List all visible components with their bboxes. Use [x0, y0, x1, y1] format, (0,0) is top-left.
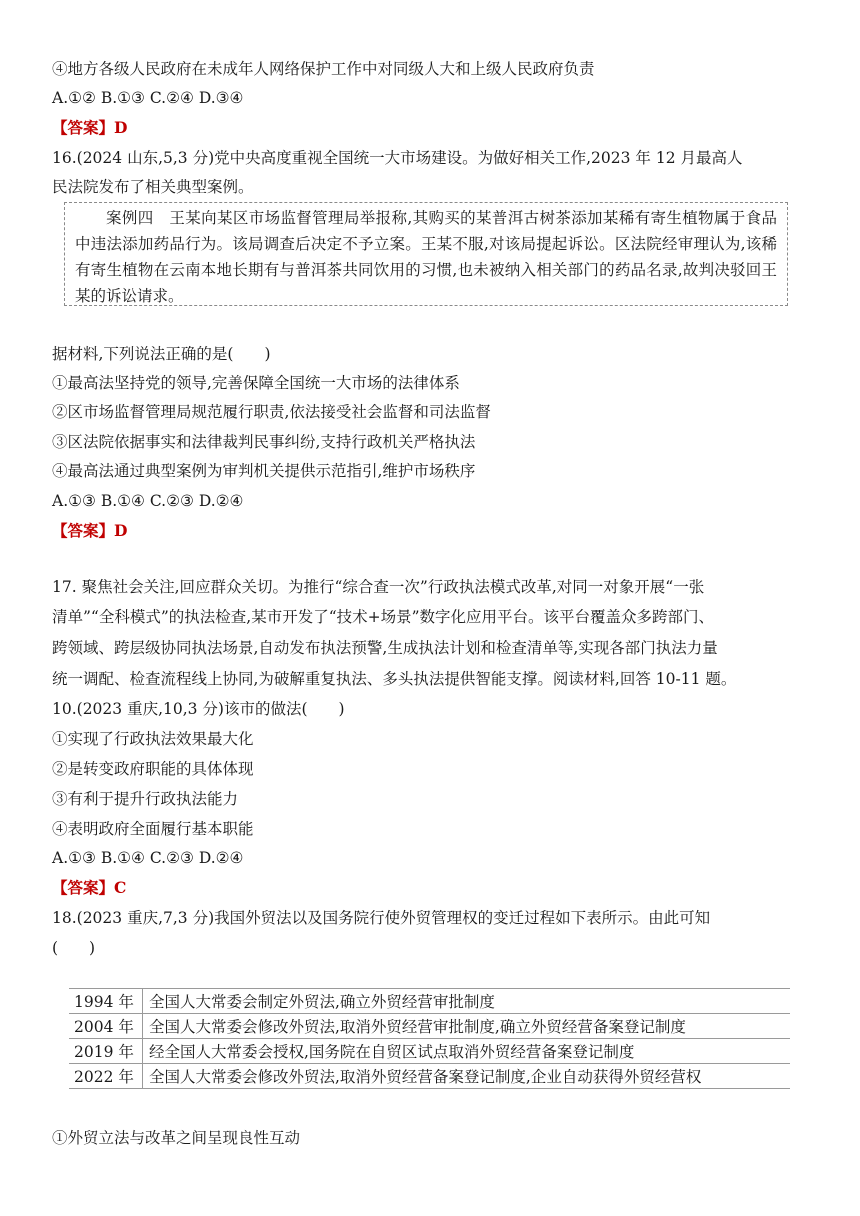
table-row: [69, 1064, 790, 1089]
q15-answer: 【答案】D: [52, 118, 128, 137]
q16-answer: 【答案】D: [52, 521, 128, 540]
table-year: 2019 年: [69, 1039, 143, 1064]
q16-choices: A.①③ B.①④ C.②③ D.②④: [52, 492, 244, 510]
table-row: [69, 989, 790, 1014]
case-text: 案例四 王某向某区市场监督管理局举报称,其购买的某普洱古树茶添加某稀有寄生植物属于食品中违法添加药品行为。该局调查后决定不予立案。王某不服,对该局提起诉讼。区法院经审理认为,该稀有寄生植物在云南本地长期有与普洱茶共同饮用的习惯,也未被纳入相关部门的药品名录,故判决驳回王某的诉讼请求。: [75, 209, 777, 305]
table-text: 经全国人大常委会授权,国务院在自贸区试点取消外贸经营备案登记制度: [143, 1039, 791, 1064]
q17-sub-stem: 10.(2023 重庆,10,3 分)该市的做法( ): [52, 700, 345, 718]
q16-question: 据材料,下列说法正确的是( ): [52, 345, 271, 363]
q18-stem-line1: 18.(2023 重庆,7,3 分)我国外贸法以及国务院行使外贸管理权的变迁过程如下表所示。由此可知: [52, 909, 711, 927]
q17-material-line2: 清单”“全科模式”的执法检查,某市开发了“技术+场景”数字化应用平台。该平台覆盖众多跨部门、: [52, 608, 715, 626]
q16-option-4: ④最高法通过典型案例为审判机关提供示范指引,维护市场秩序: [52, 462, 476, 480]
q17-answer: 【答案】C: [52, 878, 127, 897]
table-text: 全国人大常委会修改外贸法,取消外贸经营审批制度,确立外贸经营备案登记制度: [143, 1014, 791, 1039]
q16-option-3: ③区法院依据事实和法律裁判民事纠纷,支持行政机关严格执法: [52, 433, 476, 451]
q15-choices: A.①② B.①③ C.②④ D.③④: [52, 89, 244, 107]
table-row: [69, 1039, 790, 1064]
q17-choices: A.①③ B.①④ C.②③ D.②④: [52, 849, 244, 867]
q18-stem-line2: ( ): [52, 939, 96, 957]
case-material-box: [64, 202, 788, 306]
q17-material-line1: 17. 聚焦社会关注,回应群众关切。为推行“综合查一次”行政执法模式改革,对同一对象开展“一张: [52, 578, 705, 596]
q17-material-line3: 跨领域、跨层级协同执法场景,自动发布执法预警,生成执法计划和检查清单等,实现各部门执法力量: [52, 639, 718, 657]
table-text: 全国人大常委会制定外贸法,确立外贸经营审批制度: [143, 989, 791, 1014]
q16-stem-line1: 16.(2024 山东,5,3 分)党中央高度重视全国统一大市场建设。为做好相关工作,2023 年 12 月最高人: [52, 149, 743, 167]
table-year: 1994 年: [69, 989, 143, 1014]
q16-option-1: ①最高法坚持党的领导,完善保障全国统一大市场的法律体系: [52, 374, 460, 392]
table-year: 2004 年: [69, 1014, 143, 1039]
q15-option-4: ④地方各级人民政府在未成年人网络保护工作中对同级人大和上级人民政府负责: [52, 60, 595, 78]
q17-option-3: ③有利于提升行政执法能力: [52, 790, 239, 808]
q16-stem-line2: 民法院发布了相关典型案例。: [52, 178, 254, 196]
q17-option-1: ①实现了行政执法效果最大化: [52, 730, 254, 748]
q17-option-4: ④表明政府全面履行基本职能: [52, 820, 254, 838]
table-text: 全国人大常委会修改外贸法,取消外贸经营备案登记制度,企业自动获得外贸经营权: [143, 1064, 791, 1089]
q17-option-2: ②是转变政府职能的具体体现: [52, 760, 254, 778]
table-row: [69, 1014, 790, 1039]
q17-material-line4: 统一调配、检查流程线上协同,为破解重复执法、多头执法提供智能支撑。阅读材料,回答 10-11 题。: [52, 670, 737, 688]
trade-law-table: [69, 988, 790, 1089]
q18-option-1: ①外贸立法与改革之间呈现良性互动: [52, 1129, 301, 1147]
q16-option-2: ②区市场监督管理局规范履行职责,依法接受社会监督和司法监督: [52, 403, 491, 421]
table-year: 2022 年: [69, 1064, 143, 1089]
